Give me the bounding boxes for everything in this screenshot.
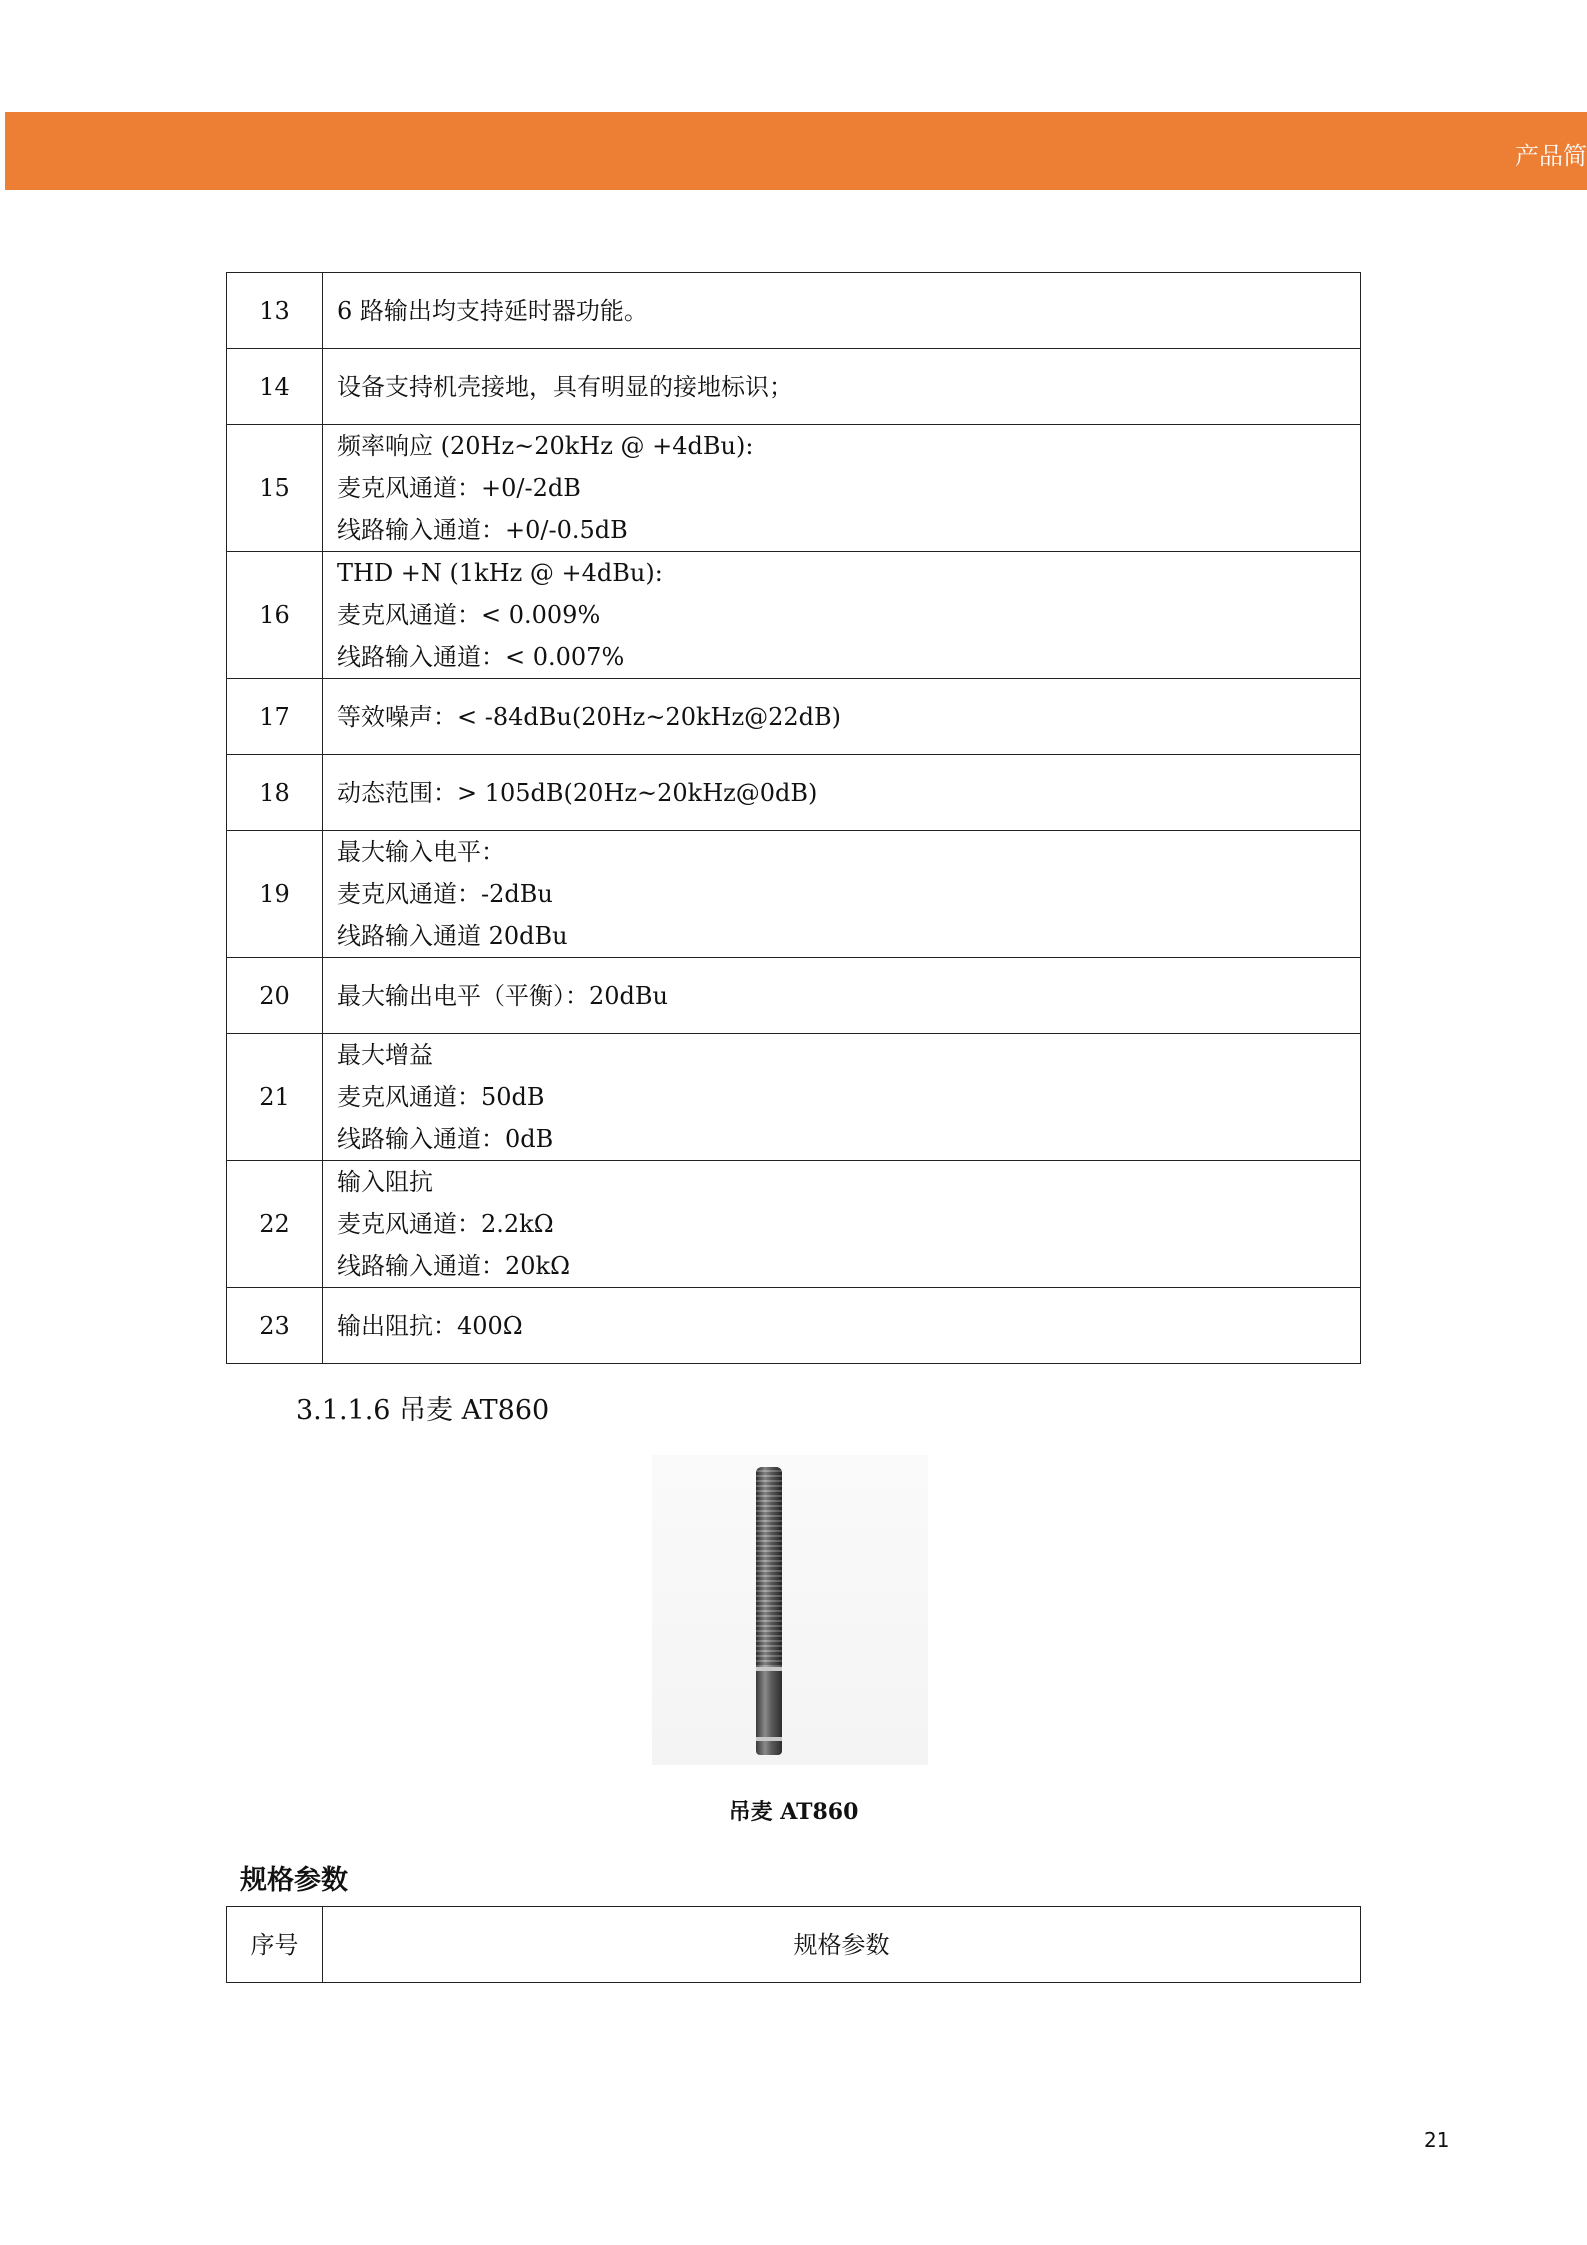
spec-line: 等效噪声：< -84dBu(20Hz~20kHz@22dB) bbox=[337, 702, 841, 731]
spec-line: 最大输入电平： bbox=[337, 838, 505, 866]
microphone-image bbox=[652, 1455, 928, 1765]
header-cell-no: 序号 bbox=[227, 1907, 323, 1983]
table-row bbox=[227, 425, 1361, 552]
spec-line: 线路输入通道：+0/-0.5dB bbox=[337, 516, 628, 544]
spec-table bbox=[226, 272, 1361, 1364]
table-row bbox=[227, 1034, 1361, 1161]
spec-line: 线路输入通道：< 0.007% bbox=[337, 643, 625, 671]
spec-line: 线路输入通道：20kΩ bbox=[337, 1252, 570, 1280]
row-spec bbox=[323, 1034, 1361, 1161]
figure-caption: 吊麦 AT860 bbox=[728, 1799, 859, 1825]
spec-line: 线路输入通道 20dBu bbox=[337, 922, 568, 950]
row-spec bbox=[323, 1161, 1361, 1288]
spec-line: 6 路输出均支持延时器功能。 bbox=[337, 296, 648, 325]
row-spec bbox=[323, 1288, 1361, 1364]
row-number: 20 bbox=[227, 958, 323, 1034]
row-number: 21 bbox=[227, 1034, 323, 1161]
row-number: 19 bbox=[227, 831, 323, 958]
row-spec bbox=[323, 425, 1361, 552]
page-number: 21 bbox=[1424, 2128, 1450, 2152]
row-number: 15 bbox=[227, 425, 323, 552]
row-number: 13 bbox=[227, 273, 323, 349]
spec-line: 最大输出电平（平衡）：20dBu bbox=[337, 981, 668, 1010]
table-row bbox=[227, 831, 1361, 958]
table-row bbox=[227, 679, 1361, 755]
spec-line: 输出阻抗：400Ω bbox=[337, 1311, 523, 1340]
table-row bbox=[227, 958, 1361, 1034]
row-spec bbox=[323, 552, 1361, 679]
spec-line: 麦克风通道：50dB bbox=[337, 1083, 545, 1111]
row-number: 18 bbox=[227, 755, 323, 831]
spec-line: 最大增益 bbox=[337, 1041, 433, 1069]
spec-line: 麦克风通道：< 0.009% bbox=[337, 601, 601, 629]
microphone-ring bbox=[756, 1737, 782, 1741]
row-number: 23 bbox=[227, 1288, 323, 1364]
table-row bbox=[227, 1288, 1361, 1364]
table-row bbox=[227, 349, 1361, 425]
table-row bbox=[227, 273, 1361, 349]
row-spec bbox=[323, 755, 1361, 831]
spec-line: 麦克风通道：-2dBu bbox=[337, 880, 553, 908]
spec-line: THD +N (1kHz @ +4dBu): bbox=[337, 559, 663, 587]
spec-line: 动态范围：> 105dB(20Hz~20kHz@0dB) bbox=[337, 778, 818, 807]
spec-line: 线路输入通道：0dB bbox=[337, 1125, 554, 1153]
table-row bbox=[227, 552, 1361, 679]
row-spec bbox=[323, 273, 1361, 349]
spec-subheading: 规格参数 bbox=[240, 1865, 348, 1896]
spec-line: 设备支持机壳接地，具有明显的接地标识； bbox=[337, 372, 793, 401]
spec-header-table bbox=[226, 1906, 1361, 1983]
header-band bbox=[5, 112, 1587, 190]
spec-line: 输入阻抗 bbox=[337, 1168, 433, 1196]
row-spec bbox=[323, 349, 1361, 425]
header-title: 产品简 bbox=[1515, 142, 1587, 170]
spec-line: 麦克风通道：+0/-2dB bbox=[337, 474, 581, 502]
row-spec bbox=[323, 958, 1361, 1034]
row-number: 17 bbox=[227, 679, 323, 755]
table-row bbox=[227, 1161, 1361, 1288]
row-number: 22 bbox=[227, 1161, 323, 1288]
spec-line: 频率响应 (20Hz~20kHz @ +4dBu): bbox=[337, 432, 754, 460]
row-spec bbox=[323, 679, 1361, 755]
table-row bbox=[227, 755, 1361, 831]
header-cell-spec: 规格参数 bbox=[323, 1907, 1361, 1983]
table-header-row bbox=[227, 1907, 1361, 1983]
row-number: 14 bbox=[227, 349, 323, 425]
microphone-grille bbox=[756, 1467, 782, 1667]
spec-table-body bbox=[227, 273, 1361, 1364]
row-spec bbox=[323, 831, 1361, 958]
section-heading: 3.1.1.6 吊麦 AT860 bbox=[296, 1395, 550, 1426]
microphone-ring bbox=[756, 1667, 782, 1671]
spec-line: 麦克风通道：2.2kΩ bbox=[337, 1210, 554, 1238]
row-number: 16 bbox=[227, 552, 323, 679]
